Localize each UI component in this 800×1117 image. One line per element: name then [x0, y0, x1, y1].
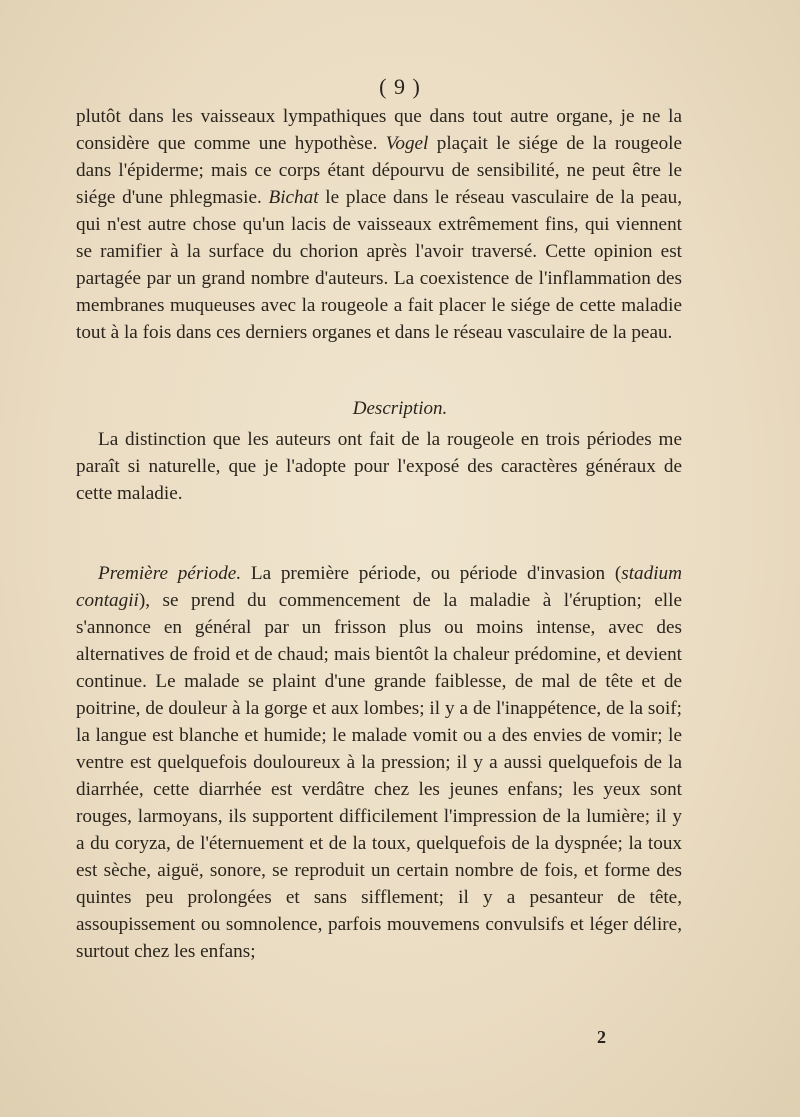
paragraph-3-text-a: La première période, ou période d'invasion (: [241, 563, 622, 584]
paragraph-2-text: La distinction que les auteurs ont fait de la rougeole en trois périodes me paraît si naturelle, que je l'adopte pour l'exposé des caractères généraux de cette maladie.: [76, 429, 682, 504]
latin-term: stadium contagii: [76, 563, 683, 611]
paragraph-1: [76, 103, 682, 346]
signature-mark: 2: [597, 1027, 606, 1047]
paragraph-1-text-c: le place dans le réseau vasculaire de la peau, qui n'est autre chose qu'un lacis de vaisseaux extrêmement fins, qui viennent se ramifier à la surface du chorion après l'avoir traversé. Cette opinion est partagée par un grand nombre d'auteurs. La coexistence de l'inflammation des membranes muqueuses avec la rougeole a fait placer le siége de cette maladie tout à la fois dans ces derniers organes et dans le réseau vasculaire de la peau.: [76, 187, 682, 343]
paragraph-1-text-b: plaçait le siége de la rougeole dans l'épiderme; mais ce corps étant dépourvu de sensibilité, ne peut être le siége d'une phlegmasie.: [76, 133, 683, 208]
section-heading: Description.: [352, 398, 448, 419]
paragraph-3-text-b: ), se prend du commencement de la maladie à l'éruption; elle s'annonce en général par un frisson plus ou moins intense, avec des alternatives de froid et de chaud; mais bientôt la chaleur prédomine, et devient continue. Le malade se plaint d'une grande faiblesse, de mal de tête et de poitrine, de douleur à la gorge et aux lombes; il y a de l'inappétence, de la soif; la langue est blanche et humide; le malade vomit ou a des envies de vomir; le ventre est quelquefois douloureux à la pression; il y a aussi quelquefois de la diarrhée, cette diarrhée est verdâtre chez les jeunes enfans; les yeux sont rouges, larmoyans, ils supportent difficilement l'impression de la lumière; il y a du coryza, de l'éternuement et de la toux, quelquefois de la dyspnée; la toux est sèche, aiguë, sonore, se reproduit un certain nombre de fois, et forme des quintes peu prolongées et sans sifflement; il y a pesanteur de tête, assoupissement ou somnolence, parfois mouvemens convulsifs et léger délire, surtout chez les enfans;: [76, 590, 682, 962]
author-name-bichat: Bichat: [268, 187, 319, 208]
paragraph-3: [76, 560, 682, 965]
page-number: ( 9 ): [379, 74, 421, 99]
author-name-vogel: Vogel: [385, 133, 429, 154]
period-label: Première période.: [98, 563, 242, 584]
paragraph-1-text-a: plutôt dans les vaisseaux lympathiques que dans tout autre organe, je ne la considère que comme une hypothèse.: [76, 106, 682, 154]
paragraph-2: [76, 426, 682, 507]
